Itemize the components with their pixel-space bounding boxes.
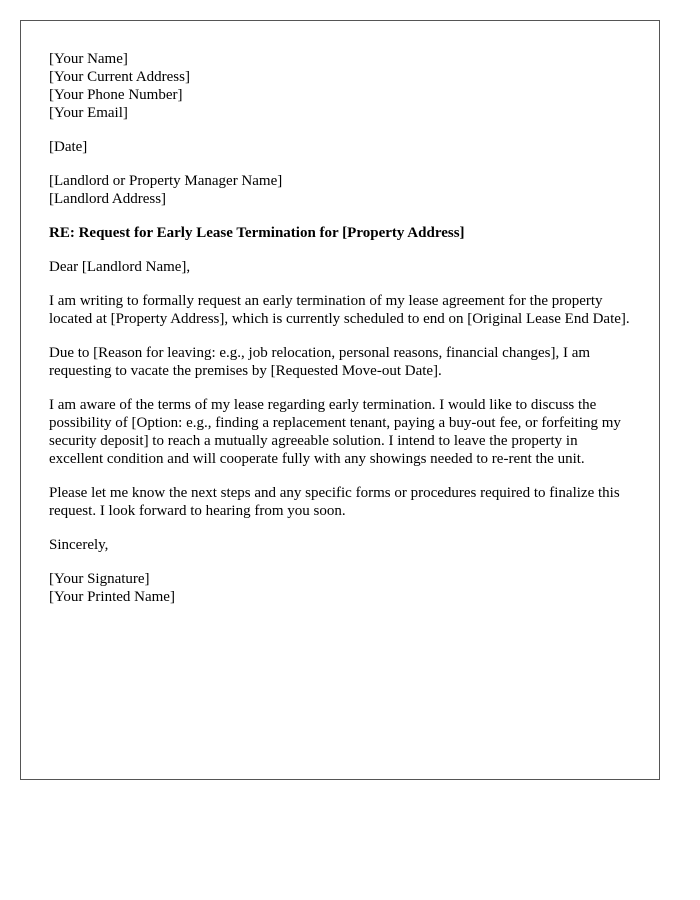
sender-address: [Your Current Address] bbox=[49, 69, 190, 85]
signature-line: [Your Signature] bbox=[49, 571, 150, 587]
salutation: Dear [Landlord Name], bbox=[49, 259, 191, 275]
signature-block bbox=[49, 570, 631, 606]
closing: Sincerely, bbox=[49, 537, 109, 553]
body-paragraph-3: I am aware of the terms of my lease regarding early termination. I would like to discuss the possibility of [Option: e.g., finding a replacement tenant, paying a buy-out fee, or forfeiting my security deposit] to reach a mutually agreeable solution. I intend to leave the property in excellent condition and will cooperate fully with any showings needed to re-rent the unit. bbox=[49, 397, 621, 467]
sender-email: [Your Email] bbox=[49, 105, 128, 121]
recipient-address: [Landlord Address] bbox=[49, 191, 167, 207]
recipient-block bbox=[49, 172, 631, 208]
sender-block bbox=[49, 50, 631, 122]
salutation-block bbox=[49, 258, 631, 276]
letter-page bbox=[20, 20, 660, 780]
subject-line: RE: Request for Early Lease Termination for [Property Address] bbox=[49, 225, 465, 241]
recipient-name: [Landlord or Property Manager Name] bbox=[49, 173, 283, 189]
printed-name: [Your Printed Name] bbox=[49, 589, 175, 605]
body-paragraph-1: I am writing to formally request an early termination of my lease agreement for the property located at [Property Address], which is currently scheduled to end on [Original Lease End Date]. bbox=[49, 293, 630, 327]
body-paragraph-4: Please let me know the next steps and any specific forms or procedures required to finalize this request. I look forward to hearing from you soon. bbox=[49, 485, 620, 519]
subject-block bbox=[49, 224, 631, 242]
body-paragraph-2: Due to [Reason for leaving: e.g., job relocation, personal reasons, financial changes], I am requesting to vacate the premises by [Requested Move-out Date]. bbox=[49, 345, 591, 379]
date-block bbox=[49, 138, 631, 156]
letter-date: [Date] bbox=[49, 139, 88, 155]
closing-block bbox=[49, 536, 631, 554]
sender-name: [Your Name] bbox=[49, 51, 128, 67]
sender-phone: [Your Phone Number] bbox=[49, 87, 183, 103]
